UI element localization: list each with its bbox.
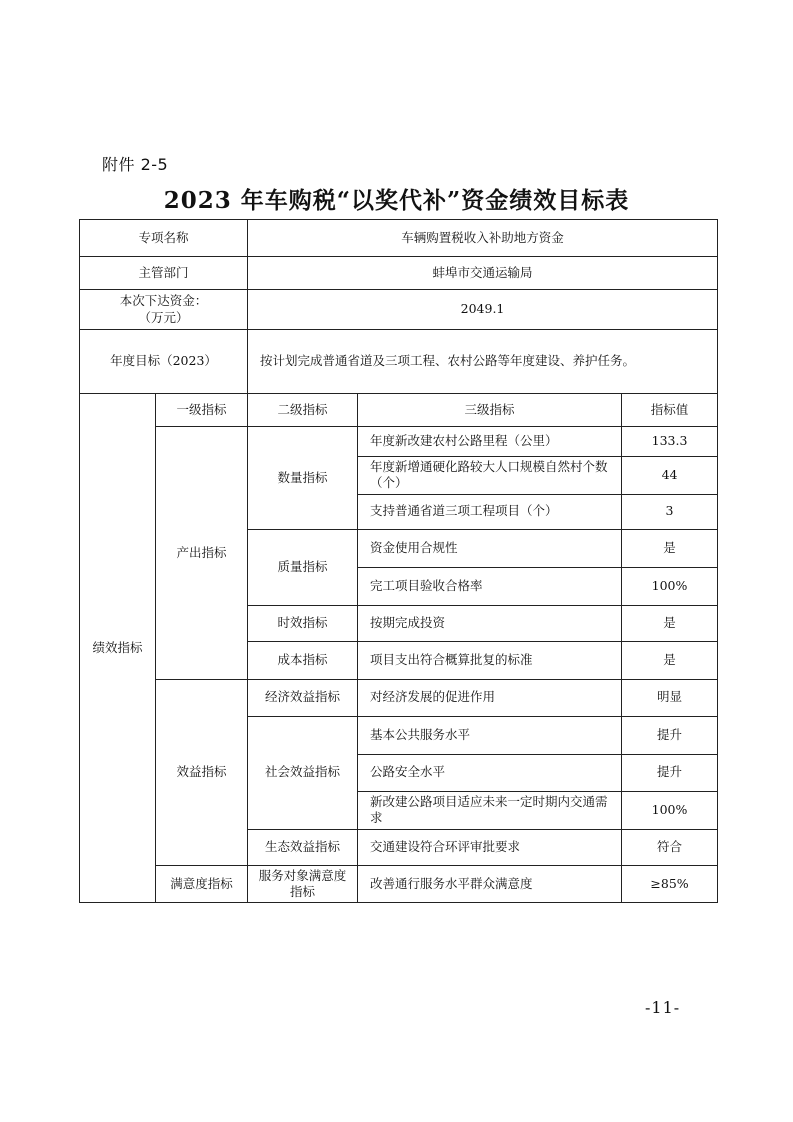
cost-label: 成本指标 bbox=[248, 641, 358, 679]
benefit-label: 效益指标 bbox=[156, 679, 248, 865]
indicator-value: 100% bbox=[622, 567, 718, 605]
table-header-row bbox=[80, 394, 718, 427]
annual-goal-value: 按计划完成普通省道及三项工程、农村公路等年度建设、养护任务。 bbox=[248, 330, 718, 394]
project-name-value: 车辆购置税收入补助地方资金 bbox=[248, 220, 718, 257]
annual-goal-label: 年度目标（2023） bbox=[80, 330, 248, 394]
table-row bbox=[80, 330, 718, 394]
indicator-name: 改善通行服务水平群众满意度 bbox=[358, 865, 622, 903]
page-number: -11- bbox=[645, 998, 681, 1017]
indicator-value: 提升 bbox=[622, 716, 718, 754]
performance-target-table bbox=[79, 219, 718, 903]
timeliness-label: 时效指标 bbox=[248, 605, 358, 641]
table-row bbox=[80, 220, 718, 257]
table-row bbox=[80, 427, 718, 457]
funds-label bbox=[80, 290, 248, 330]
indicator-value: 100% bbox=[622, 791, 718, 829]
indicator-value: 是 bbox=[622, 529, 718, 567]
indicator-value: 是 bbox=[622, 605, 718, 641]
indicator-name: 年度新增通硬化路较大人口规模自然村个数（个） bbox=[358, 457, 622, 495]
indicator-value: 符合 bbox=[622, 829, 718, 865]
indicator-name: 基本公共服务水平 bbox=[358, 716, 622, 754]
table-row bbox=[80, 865, 718, 903]
department-value: 蚌埠市交通运输局 bbox=[248, 257, 718, 290]
quality-label: 质量指标 bbox=[248, 529, 358, 605]
indicator-name: 支持普通省道三项工程项目（个） bbox=[358, 494, 622, 529]
table-row bbox=[80, 257, 718, 290]
indicator-name: 对经济发展的促进作用 bbox=[358, 679, 622, 716]
satisfaction-sub-label: 服务对象满意度指标 bbox=[248, 865, 358, 903]
header-level2: 二级指标 bbox=[248, 394, 358, 427]
table-row bbox=[80, 290, 718, 330]
indicator-value: 44 bbox=[622, 457, 718, 495]
output-label: 产出指标 bbox=[156, 427, 248, 680]
indicator-name: 项目支出符合概算批复的标准 bbox=[358, 641, 622, 679]
ecological-label: 生态效益指标 bbox=[248, 829, 358, 865]
economic-label: 经济效益指标 bbox=[248, 679, 358, 716]
indicator-name: 公路安全水平 bbox=[358, 754, 622, 791]
indicator-value: ≥85% bbox=[622, 865, 718, 903]
indicator-name: 按期完成投资 bbox=[358, 605, 622, 641]
indicator-value: 3 bbox=[622, 494, 718, 529]
social-label: 社会效益指标 bbox=[248, 716, 358, 829]
funds-label-line1: 本次下达资金： bbox=[119, 293, 208, 309]
page-title: 2023 年车购税“以奖代补”资金绩效目标表 bbox=[163, 187, 630, 214]
indicator-value: 是 bbox=[622, 641, 718, 679]
funds-value: 2049.1 bbox=[248, 290, 718, 330]
indicator-name: 完工项目验收合格率 bbox=[358, 567, 622, 605]
indicator-value: 提升 bbox=[622, 754, 718, 791]
indicator-value: 明显 bbox=[622, 679, 718, 716]
attachment-label: 附件 2-5 bbox=[102, 155, 169, 174]
performance-label: 绩效指标 bbox=[80, 394, 156, 903]
department-label: 主管部门 bbox=[80, 257, 248, 290]
project-name-label: 专项名称 bbox=[80, 220, 248, 257]
header-level1: 一级指标 bbox=[156, 394, 248, 427]
header-level3: 三级指标 bbox=[358, 394, 622, 427]
satisfaction-label: 满意度指标 bbox=[156, 865, 248, 903]
indicator-name: 资金使用合规性 bbox=[358, 529, 622, 567]
indicator-name: 新改建公路项目适应未来一定时期内交通需求 bbox=[358, 791, 622, 829]
header-value: 指标值 bbox=[622, 394, 718, 427]
table-row bbox=[80, 679, 718, 716]
indicator-name: 年度新改建农村公路里程（公里） bbox=[358, 427, 622, 457]
indicator-name: 交通建设符合环评审批要求 bbox=[358, 829, 622, 865]
funds-label-line2: （万元） bbox=[138, 309, 189, 325]
quantity-label: 数量指标 bbox=[248, 427, 358, 530]
indicator-value: 133.3 bbox=[622, 427, 718, 457]
